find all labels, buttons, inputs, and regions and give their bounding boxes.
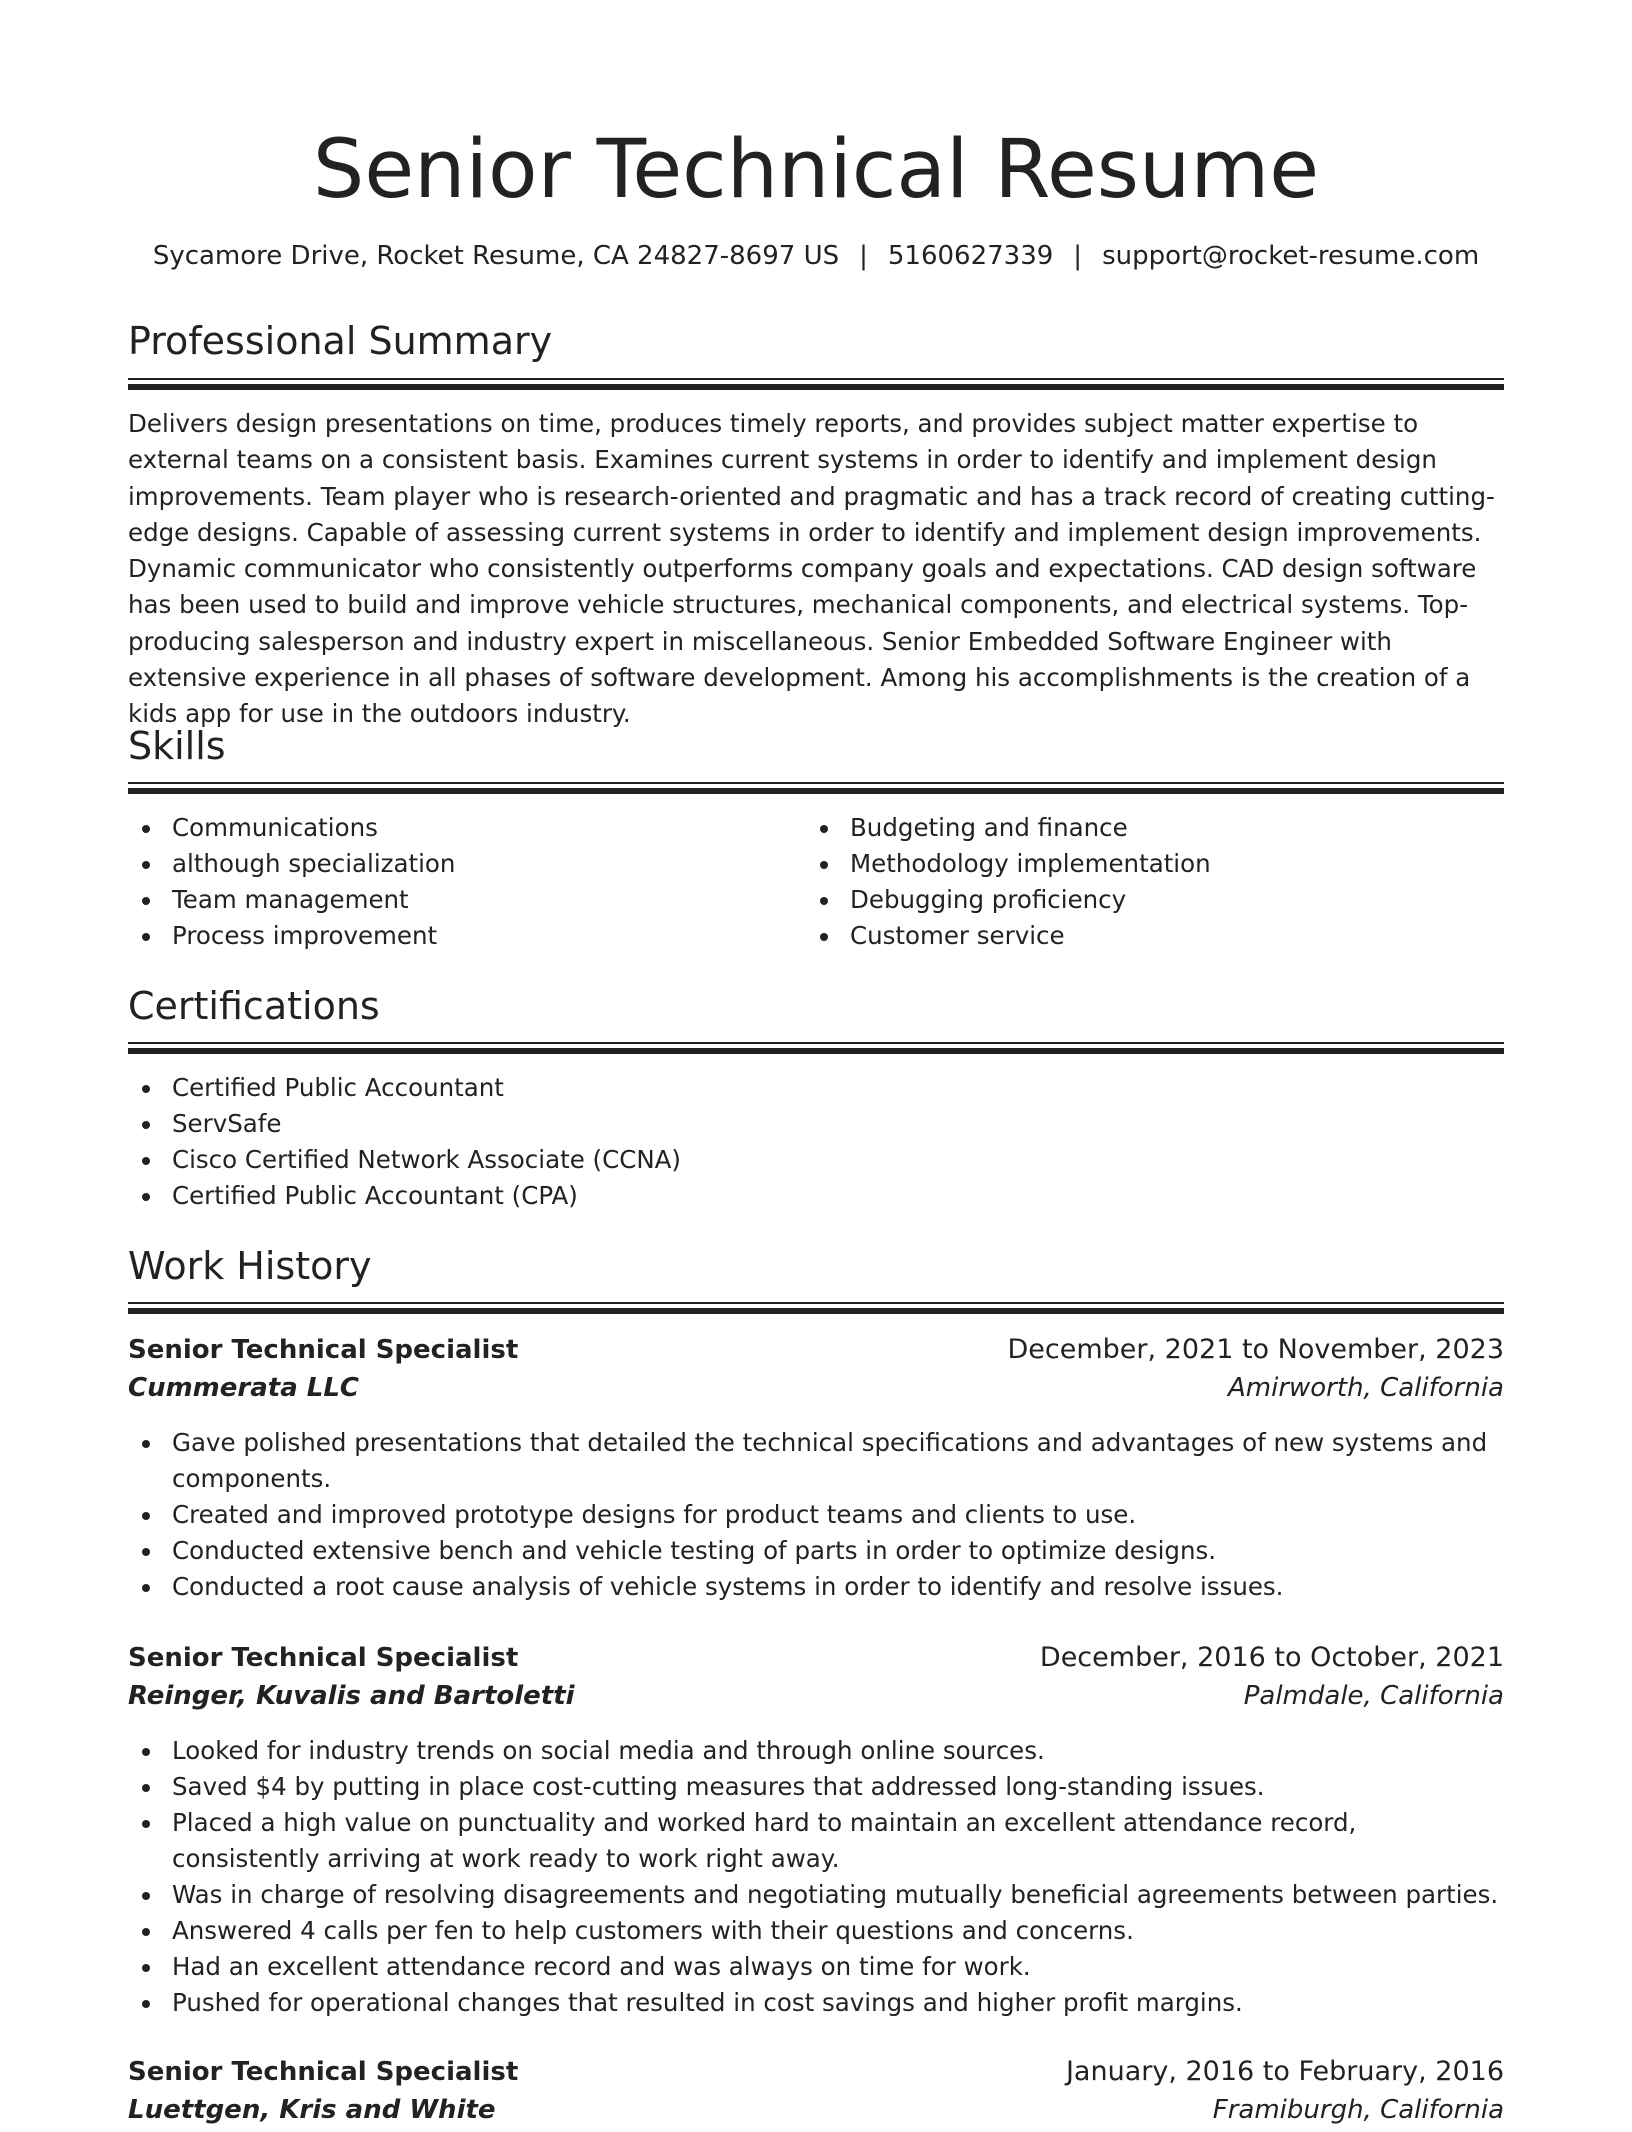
- certification-item: Certified Public Accountant (CPA): [128, 1178, 1504, 1214]
- contact-email[interactable]: support@rocket-resume.com: [1102, 241, 1480, 271]
- section-heading-summary: Professional Summary: [128, 319, 553, 363]
- job-title: Senior Technical Specialist: [128, 1335, 519, 1365]
- job-duties-list: [128, 1425, 1504, 1605]
- job-dates: December, 2021 to November, 2023: [1007, 1334, 1504, 1365]
- job-header: [128, 1332, 1504, 1410]
- contact-phone: 5160627339: [887, 241, 1054, 271]
- certification-item: Certified Public Accountant: [128, 1070, 1504, 1106]
- job-location: Palmdale, California: [1243, 1681, 1504, 1711]
- job-duty-item: Had an excellent attendance record and was always on time for work.: [128, 1949, 1504, 1985]
- job-header: [128, 2054, 1504, 2132]
- certifications-list: [128, 1070, 1504, 1214]
- skill-item: Communications: [128, 810, 788, 846]
- resume-title: Senior Technical Resume: [312, 123, 1320, 217]
- job-duties: [128, 1733, 1504, 2021]
- skills-list-right: [806, 810, 1466, 954]
- skill-item: Debugging proficiency: [806, 882, 1466, 918]
- skills-list-left: [128, 810, 788, 954]
- section-heading-skills: Skills: [128, 724, 226, 768]
- skills-column-left: [128, 810, 788, 954]
- contact-line: [128, 238, 1504, 274]
- job-duty-item: Pushed for operational changes that resulted in cost savings and higher profit margins.: [128, 1985, 1504, 2021]
- section-heading-certifications: Certifications: [128, 984, 380, 1028]
- skill-item: Budgeting and finance: [806, 810, 1466, 846]
- job-header: [128, 1640, 1504, 1718]
- job-location: Framiburgh, California: [1212, 2095, 1504, 2125]
- skill-item: although specialization: [128, 846, 788, 882]
- job-duty-item: Conducted extensive bench and vehicle testing of parts in order to optimize designs.: [128, 1533, 1504, 1569]
- summary-text: Delivers design presentations on time, produces timely reports, and provides subject matter expertise to external teams on a consistent basis. Examines current systems in order to identify and implement design improvements. Team player who is research-oriented and pragmatic and has a track record of creating cutting-edge designs. Capable of assessing current systems in order to identify and implement design improvements. Dynamic communicator who consistently outperforms company goals and expectations. CAD design software has been used to build and improve vehicle structures, mechanical components, and electrical systems. Top-producing salesperson and industry expert in miscellaneous. Senior Embedded Software Engineer with extensive experience in all phases of software development. Among his accomplishments is the creation of a kids app for use in the outdoors industry.: [128, 409, 1495, 729]
- job-company: Luettgen, Kris and White: [128, 2095, 496, 2125]
- section-heading-work-history: Work History: [128, 1244, 372, 1288]
- job-duties-list: [128, 1733, 1504, 2021]
- job-duty-item: Looked for industry trends on social media and through online sources.: [128, 1733, 1504, 1769]
- skill-item: Methodology implementation: [806, 846, 1466, 882]
- skill-item: Process improvement: [128, 918, 788, 954]
- skill-item: Customer service: [806, 918, 1466, 954]
- certification-item: Cisco Certified Network Associate (CCNA): [128, 1142, 1504, 1178]
- job-duty-item: Gave polished presentations that detailed the technical specifications and advantages of new systems and components.: [128, 1425, 1504, 1497]
- section-divider: [128, 782, 1504, 794]
- job-duties: [128, 1425, 1504, 1605]
- job-duty-item: Saved $4 by putting in place cost-cutting measures that addressed long-standing issues.: [128, 1769, 1504, 1805]
- job-duty-item: Answered 4 calls per fen to help customers with their questions and concerns.: [128, 1913, 1504, 1949]
- section-divider: [128, 1302, 1504, 1314]
- job-duty-item: Placed a high value on punctuality and worked hard to maintain an excellent attendance record, consistently arriving at work ready to work right away.: [128, 1805, 1504, 1877]
- contact-separator: |: [1073, 241, 1083, 271]
- certification-item: ServSafe: [128, 1106, 1504, 1142]
- certifications-block: [128, 1070, 1504, 1214]
- section-divider: [128, 378, 1504, 390]
- job-dates: January, 2016 to February, 2016: [1065, 2056, 1504, 2087]
- section-divider: [128, 1042, 1504, 1054]
- job-duty-item: Conducted a root cause analysis of vehicle systems in order to identify and resolve issues.: [128, 1569, 1504, 1605]
- skills-column-right: [806, 810, 1466, 954]
- job-location: Amirworth, California: [1227, 1373, 1504, 1403]
- job-duty-item: Created and improved prototype designs for product teams and clients to use.: [128, 1497, 1504, 1533]
- job-title: Senior Technical Specialist: [128, 1643, 519, 1673]
- contact-address: Sycamore Drive, Rocket Resume, CA 24827-8697 US: [152, 241, 840, 271]
- job-company: Reinger, Kuvalis and Bartoletti: [128, 1681, 575, 1711]
- job-duty-item: Was in charge of resolving disagreements and negotiating mutually beneficial agreements between parties.: [128, 1877, 1504, 1913]
- job-company: Cummerata LLC: [128, 1373, 360, 1403]
- job-title: Senior Technical Specialist: [128, 2057, 519, 2087]
- job-dates: December, 2016 to October, 2021: [1039, 1642, 1504, 1673]
- contact-separator: |: [859, 241, 868, 271]
- skill-item: Team management: [128, 882, 788, 918]
